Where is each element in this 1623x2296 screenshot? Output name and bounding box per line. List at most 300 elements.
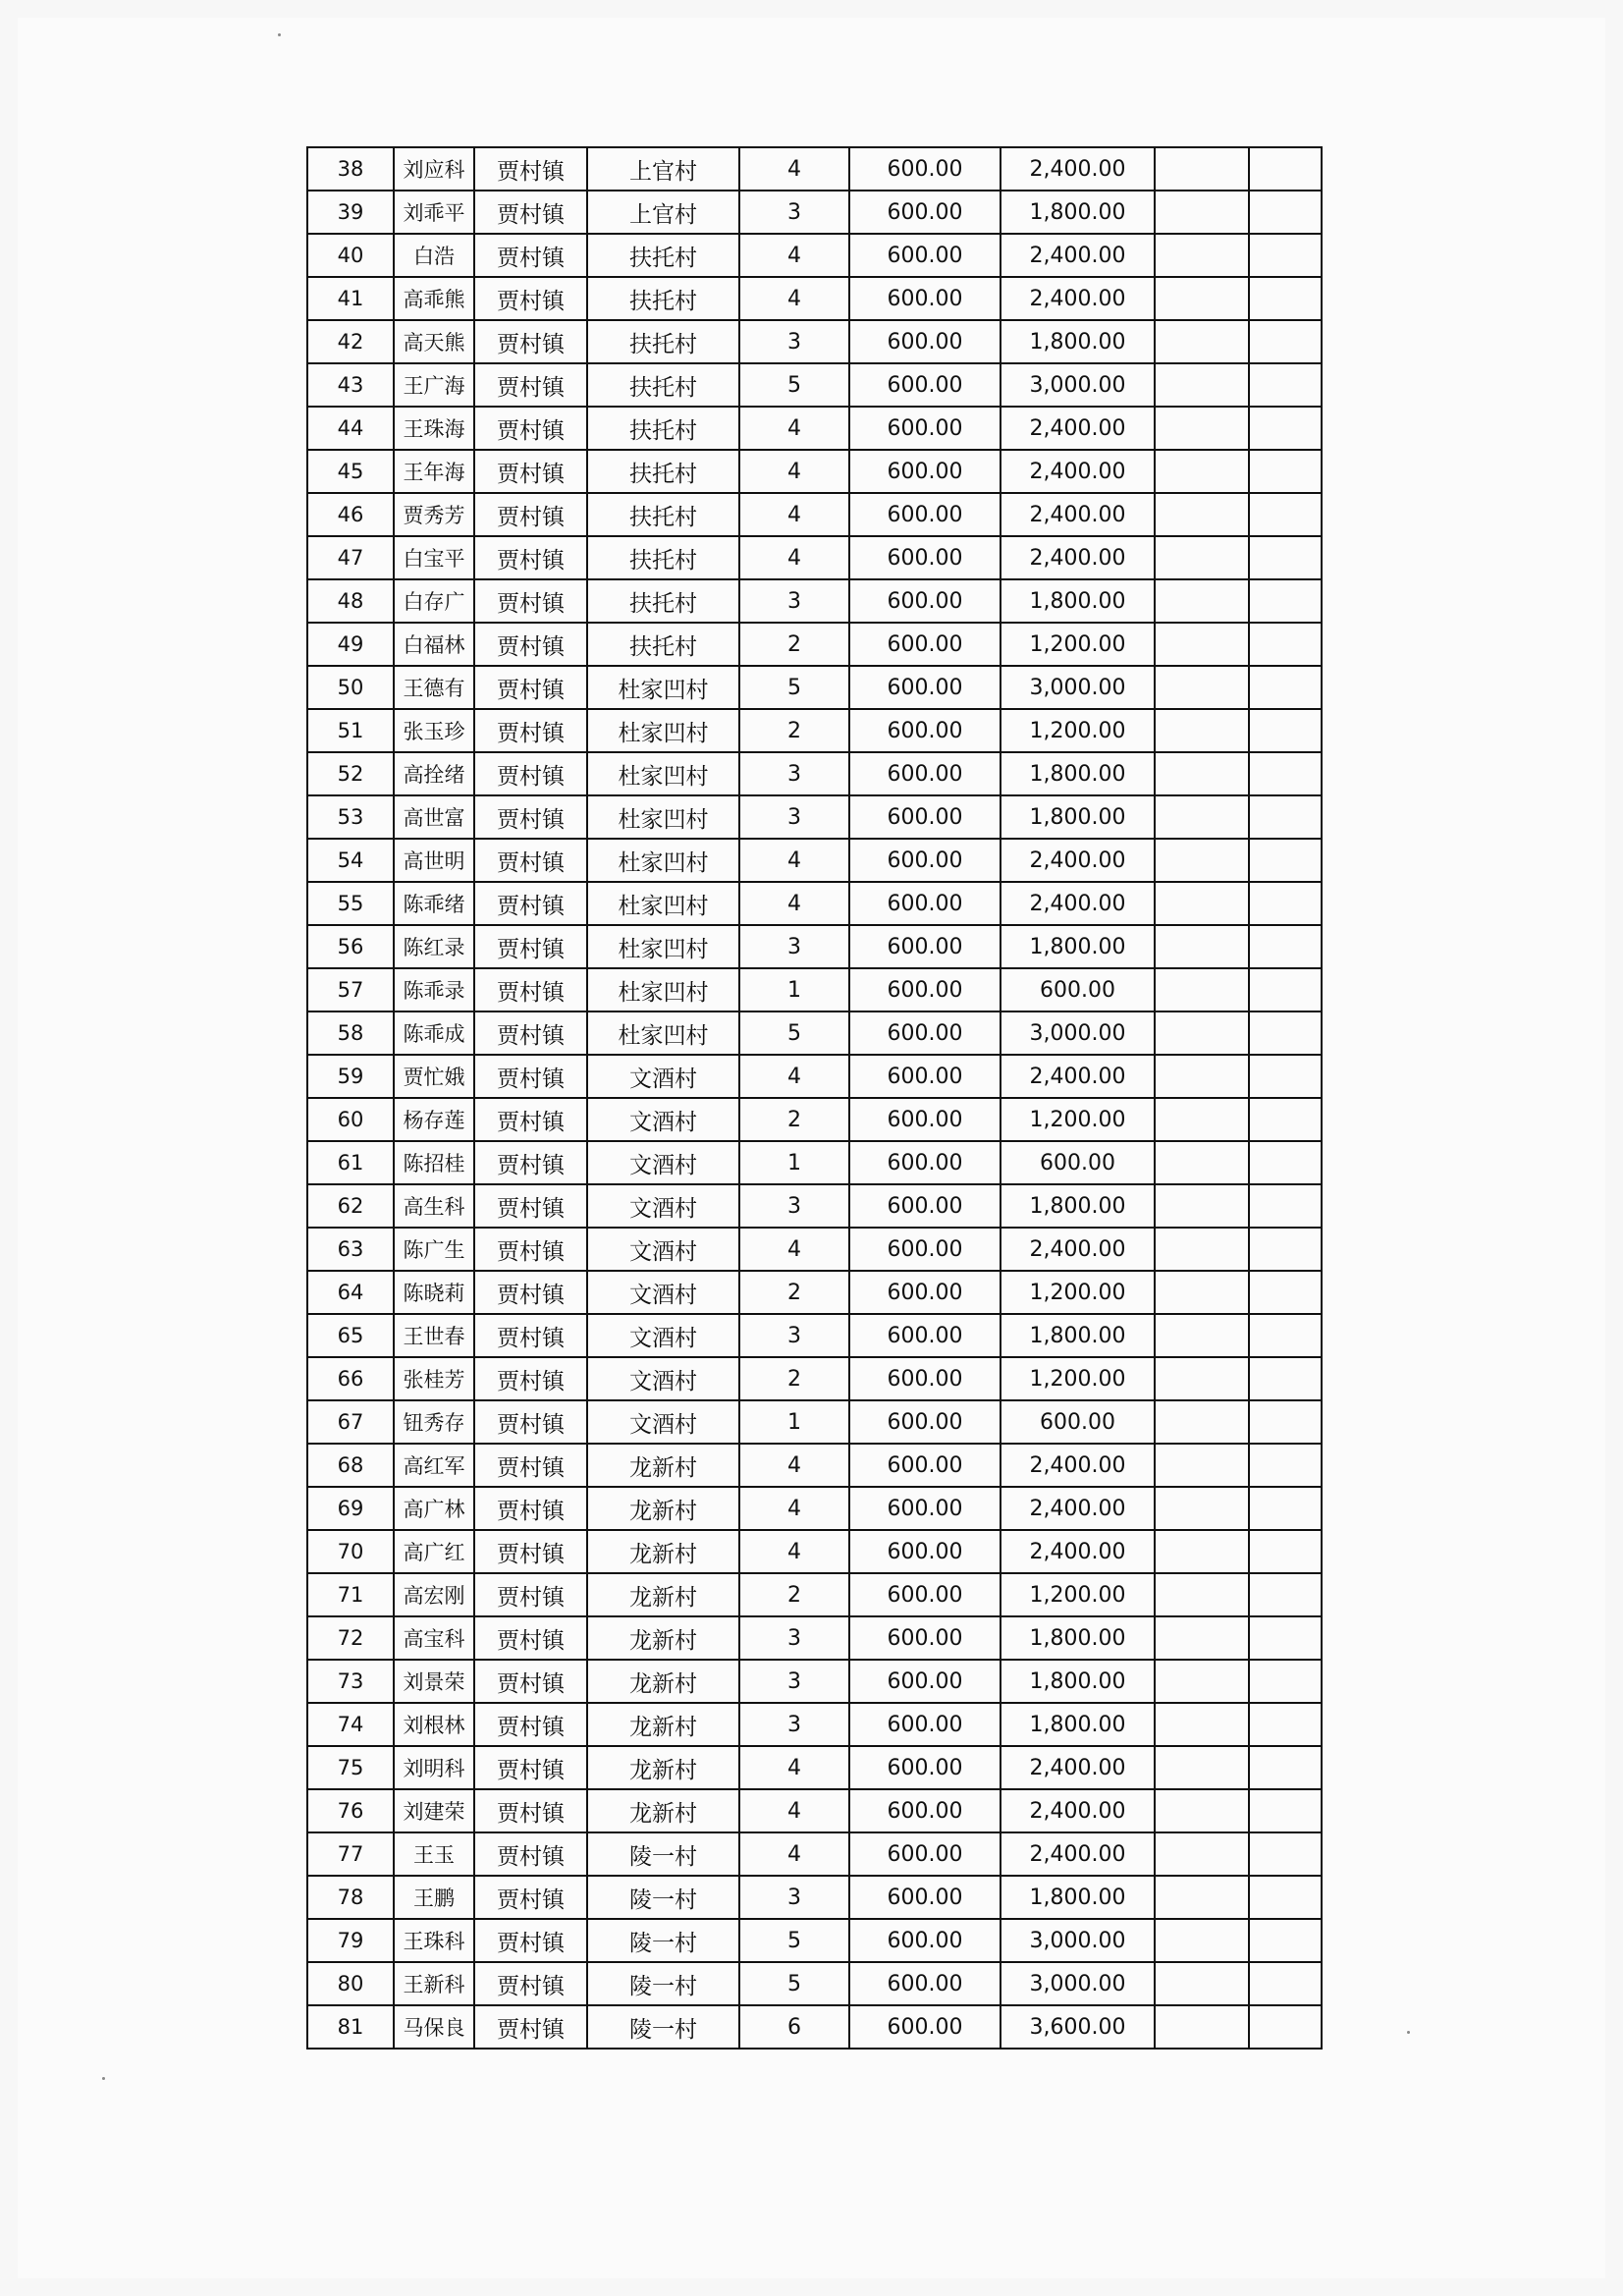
blank-cell: [1155, 968, 1249, 1011]
amount-cell: 2,400.00: [1001, 1055, 1155, 1098]
blank-cell: [1249, 2005, 1322, 2049]
town-cell: 贾村镇: [474, 882, 587, 925]
person-count-cell: 2: [739, 1573, 849, 1616]
table-row: [307, 277, 1322, 320]
beneficiary-table: [306, 146, 1323, 2050]
amount-cell: 3,000.00: [1001, 363, 1155, 407]
standard-cell: 600.00: [849, 1919, 1001, 1962]
town-cell: 贾村镇: [474, 1228, 587, 1271]
amount-cell: 1,800.00: [1001, 1184, 1155, 1228]
town-cell: 贾村镇: [474, 1660, 587, 1703]
village-cell: 杜家凹村: [587, 666, 739, 709]
row-number: 40: [307, 234, 394, 277]
village-cell: 龙新村: [587, 1444, 739, 1487]
blank-cell: [1249, 1141, 1322, 1184]
name-cell: 白福林: [394, 623, 474, 666]
blank-cell: [1249, 839, 1322, 882]
village-cell: 龙新村: [587, 1660, 739, 1703]
blank-cell: [1249, 363, 1322, 407]
town-cell: 贾村镇: [474, 363, 587, 407]
standard-cell: 600.00: [849, 147, 1001, 191]
blank-cell: [1155, 147, 1249, 191]
village-cell: 扶托村: [587, 450, 739, 493]
row-number: 53: [307, 795, 394, 839]
village-cell: 文酒村: [587, 1055, 739, 1098]
blank-cell: [1249, 1919, 1322, 1962]
town-cell: 贾村镇: [474, 1530, 587, 1573]
person-count-cell: 2: [739, 1271, 849, 1314]
blank-cell: [1249, 1357, 1322, 1400]
town-cell: 贾村镇: [474, 1098, 587, 1141]
town-cell: 贾村镇: [474, 839, 587, 882]
person-count-cell: 6: [739, 2005, 849, 2049]
person-count-cell: 4: [739, 882, 849, 925]
village-cell: 陵一村: [587, 1919, 739, 1962]
blank-cell: [1155, 1530, 1249, 1573]
person-count-cell: 4: [739, 1487, 849, 1530]
beneficiary-table-body: [307, 147, 1322, 2049]
village-cell: 扶托村: [587, 363, 739, 407]
amount-cell: 2,400.00: [1001, 450, 1155, 493]
blank-cell: [1155, 1184, 1249, 1228]
standard-cell: 600.00: [849, 1746, 1001, 1789]
name-cell: 刘乖平: [394, 191, 474, 234]
village-cell: 上官村: [587, 191, 739, 234]
table-row: [307, 407, 1322, 450]
village-cell: 文酒村: [587, 1357, 739, 1400]
person-count-cell: 4: [739, 1228, 849, 1271]
row-number: 60: [307, 1098, 394, 1141]
standard-cell: 600.00: [849, 882, 1001, 925]
blank-cell: [1249, 536, 1322, 579]
person-count-cell: 3: [739, 795, 849, 839]
row-number: 65: [307, 1314, 394, 1357]
table-row: [307, 968, 1322, 1011]
town-cell: 贾村镇: [474, 579, 587, 623]
village-cell: 龙新村: [587, 1487, 739, 1530]
blank-cell: [1155, 1400, 1249, 1444]
name-cell: 高广林: [394, 1487, 474, 1530]
standard-cell: 600.00: [849, 1703, 1001, 1746]
village-cell: 杜家凹村: [587, 709, 739, 752]
person-count-cell: 3: [739, 1660, 849, 1703]
row-number: 42: [307, 320, 394, 363]
person-count-cell: 2: [739, 1098, 849, 1141]
standard-cell: 600.00: [849, 1314, 1001, 1357]
village-cell: 文酒村: [587, 1228, 739, 1271]
amount-cell: 2,400.00: [1001, 1530, 1155, 1573]
amount-cell: 600.00: [1001, 1141, 1155, 1184]
standard-cell: 600.00: [849, 363, 1001, 407]
person-count-cell: 3: [739, 1616, 849, 1660]
blank-cell: [1155, 1444, 1249, 1487]
blank-cell: [1249, 1789, 1322, 1832]
amount-cell: 600.00: [1001, 1400, 1155, 1444]
row-number: 50: [307, 666, 394, 709]
row-number: 66: [307, 1357, 394, 1400]
blank-cell: [1155, 1357, 1249, 1400]
name-cell: 陈广生: [394, 1228, 474, 1271]
table-row: [307, 2005, 1322, 2049]
row-number: 79: [307, 1919, 394, 1962]
table-row: [307, 450, 1322, 493]
standard-cell: 600.00: [849, 968, 1001, 1011]
name-cell: 高宝科: [394, 1616, 474, 1660]
standard-cell: 600.00: [849, 1228, 1001, 1271]
blank-cell: [1249, 1098, 1322, 1141]
table-row: [307, 1011, 1322, 1055]
row-number: 52: [307, 752, 394, 795]
table-row: [307, 925, 1322, 968]
name-cell: 王年海: [394, 450, 474, 493]
person-count-cell: 4: [739, 839, 849, 882]
person-count-cell: 4: [739, 493, 849, 536]
table-row: [307, 882, 1322, 925]
blank-cell: [1155, 450, 1249, 493]
person-count-cell: 4: [739, 1832, 849, 1876]
person-count-cell: 1: [739, 968, 849, 1011]
blank-cell: [1155, 666, 1249, 709]
row-number: 69: [307, 1487, 394, 1530]
blank-cell: [1155, 1962, 1249, 2005]
village-cell: 杜家凹村: [587, 882, 739, 925]
standard-cell: 600.00: [849, 536, 1001, 579]
town-cell: 贾村镇: [474, 1271, 587, 1314]
person-count-cell: 3: [739, 320, 849, 363]
town-cell: 贾村镇: [474, 709, 587, 752]
village-cell: 扶托村: [587, 623, 739, 666]
name-cell: 王新科: [394, 1962, 474, 2005]
name-cell: 高红军: [394, 1444, 474, 1487]
name-cell: 贾秀芳: [394, 493, 474, 536]
person-count-cell: 3: [739, 1314, 849, 1357]
blank-cell: [1249, 1832, 1322, 1876]
blank-cell: [1155, 1660, 1249, 1703]
row-number: 75: [307, 1746, 394, 1789]
row-number: 43: [307, 363, 394, 407]
village-cell: 扶托村: [587, 407, 739, 450]
amount-cell: 3,000.00: [1001, 1011, 1155, 1055]
name-cell: 张玉珍: [394, 709, 474, 752]
person-count-cell: 4: [739, 277, 849, 320]
table-row: [307, 1703, 1322, 1746]
amount-cell: 1,800.00: [1001, 1314, 1155, 1357]
table-row: [307, 1919, 1322, 1962]
blank-cell: [1249, 1011, 1322, 1055]
town-cell: 贾村镇: [474, 1789, 587, 1832]
town-cell: 贾村镇: [474, 1919, 587, 1962]
blank-cell: [1155, 623, 1249, 666]
standard-cell: 600.00: [849, 1400, 1001, 1444]
amount-cell: 2,400.00: [1001, 234, 1155, 277]
row-number: 41: [307, 277, 394, 320]
standard-cell: 600.00: [849, 493, 1001, 536]
name-cell: 白浩: [394, 234, 474, 277]
scan-speck: [102, 2077, 105, 2080]
blank-cell: [1155, 795, 1249, 839]
name-cell: 王德有: [394, 666, 474, 709]
table-row: [307, 1530, 1322, 1573]
name-cell: 张桂芳: [394, 1357, 474, 1400]
name-cell: 刘景荣: [394, 1660, 474, 1703]
town-cell: 贾村镇: [474, 407, 587, 450]
blank-cell: [1155, 363, 1249, 407]
standard-cell: 600.00: [849, 1789, 1001, 1832]
village-cell: 龙新村: [587, 1746, 739, 1789]
amount-cell: 2,400.00: [1001, 493, 1155, 536]
amount-cell: 1,800.00: [1001, 579, 1155, 623]
blank-cell: [1249, 1703, 1322, 1746]
name-cell: 高世明: [394, 839, 474, 882]
standard-cell: 600.00: [849, 1011, 1001, 1055]
village-cell: 文酒村: [587, 1314, 739, 1357]
town-cell: 贾村镇: [474, 1832, 587, 1876]
row-number: 80: [307, 1962, 394, 2005]
blank-cell: [1249, 1271, 1322, 1314]
person-count-cell: 4: [739, 450, 849, 493]
village-cell: 龙新村: [587, 1530, 739, 1573]
table-row: [307, 795, 1322, 839]
row-number: 73: [307, 1660, 394, 1703]
village-cell: 龙新村: [587, 1703, 739, 1746]
table-row: [307, 1573, 1322, 1616]
town-cell: 贾村镇: [474, 277, 587, 320]
blank-cell: [1155, 277, 1249, 320]
town-cell: 贾村镇: [474, 1141, 587, 1184]
blank-cell: [1249, 493, 1322, 536]
standard-cell: 600.00: [849, 320, 1001, 363]
blank-cell: [1155, 1011, 1249, 1055]
name-cell: 杨存莲: [394, 1098, 474, 1141]
standard-cell: 600.00: [849, 277, 1001, 320]
name-cell: 高天熊: [394, 320, 474, 363]
amount-cell: 2,400.00: [1001, 1487, 1155, 1530]
village-cell: 文酒村: [587, 1098, 739, 1141]
town-cell: 贾村镇: [474, 752, 587, 795]
row-number: 45: [307, 450, 394, 493]
village-cell: 陵一村: [587, 2005, 739, 2049]
blank-cell: [1155, 752, 1249, 795]
blank-cell: [1155, 882, 1249, 925]
blank-cell: [1155, 407, 1249, 450]
standard-cell: 600.00: [849, 1184, 1001, 1228]
village-cell: 杜家凹村: [587, 839, 739, 882]
amount-cell: 1,200.00: [1001, 623, 1155, 666]
town-cell: 贾村镇: [474, 320, 587, 363]
amount-cell: 3,600.00: [1001, 2005, 1155, 2049]
table-row: [307, 363, 1322, 407]
person-count-cell: 1: [739, 1141, 849, 1184]
table-row: [307, 1789, 1322, 1832]
blank-cell: [1249, 1573, 1322, 1616]
amount-cell: 3,000.00: [1001, 1962, 1155, 2005]
table-row: [307, 1314, 1322, 1357]
name-cell: 刘明科: [394, 1746, 474, 1789]
town-cell: 贾村镇: [474, 450, 587, 493]
village-cell: 龙新村: [587, 1573, 739, 1616]
standard-cell: 600.00: [849, 407, 1001, 450]
table-row: [307, 709, 1322, 752]
blank-cell: [1249, 407, 1322, 450]
amount-cell: 1,200.00: [1001, 1357, 1155, 1400]
blank-cell: [1249, 752, 1322, 795]
blank-cell: [1155, 1055, 1249, 1098]
blank-cell: [1249, 579, 1322, 623]
table-row: [307, 1962, 1322, 2005]
blank-cell: [1249, 147, 1322, 191]
blank-cell: [1249, 1746, 1322, 1789]
standard-cell: 600.00: [849, 1141, 1001, 1184]
name-cell: 陈红录: [394, 925, 474, 968]
town-cell: 贾村镇: [474, 1876, 587, 1919]
name-cell: 钮秀存: [394, 1400, 474, 1444]
town-cell: 贾村镇: [474, 1400, 587, 1444]
blank-cell: [1155, 1314, 1249, 1357]
person-count-cell: 2: [739, 623, 849, 666]
table-row: [307, 1876, 1322, 1919]
town-cell: 贾村镇: [474, 968, 587, 1011]
standard-cell: 600.00: [849, 1876, 1001, 1919]
table-row: [307, 1616, 1322, 1660]
name-cell: 陈乖绪: [394, 882, 474, 925]
village-cell: 文酒村: [587, 1271, 739, 1314]
name-cell: 白宝平: [394, 536, 474, 579]
name-cell: 陈乖成: [394, 1011, 474, 1055]
name-cell: 刘建荣: [394, 1789, 474, 1832]
blank-cell: [1155, 1746, 1249, 1789]
blank-cell: [1249, 320, 1322, 363]
village-cell: 杜家凹村: [587, 925, 739, 968]
amount-cell: 2,400.00: [1001, 1832, 1155, 1876]
person-count-cell: 4: [739, 536, 849, 579]
standard-cell: 600.00: [849, 234, 1001, 277]
blank-cell: [1249, 1962, 1322, 2005]
person-count-cell: 3: [739, 1184, 849, 1228]
town-cell: 贾村镇: [474, 234, 587, 277]
table-row: [307, 1141, 1322, 1184]
amount-cell: 1,800.00: [1001, 191, 1155, 234]
row-number: 39: [307, 191, 394, 234]
person-count-cell: 3: [739, 1703, 849, 1746]
amount-cell: 1,800.00: [1001, 320, 1155, 363]
person-count-cell: 5: [739, 363, 849, 407]
town-cell: 贾村镇: [474, 925, 587, 968]
blank-cell: [1155, 1789, 1249, 1832]
row-number: 71: [307, 1573, 394, 1616]
standard-cell: 600.00: [849, 623, 1001, 666]
row-number: 38: [307, 147, 394, 191]
village-cell: 龙新村: [587, 1616, 739, 1660]
table-row: [307, 234, 1322, 277]
standard-cell: 600.00: [849, 1487, 1001, 1530]
village-cell: 杜家凹村: [587, 795, 739, 839]
village-cell: 文酒村: [587, 1400, 739, 1444]
standard-cell: 600.00: [849, 1357, 1001, 1400]
town-cell: 贾村镇: [474, 623, 587, 666]
village-cell: 扶托村: [587, 493, 739, 536]
blank-cell: [1249, 709, 1322, 752]
row-number: 54: [307, 839, 394, 882]
table-row: [307, 147, 1322, 191]
table-row: [307, 1098, 1322, 1141]
table-row: [307, 1832, 1322, 1876]
town-cell: 贾村镇: [474, 1616, 587, 1660]
row-number: 51: [307, 709, 394, 752]
town-cell: 贾村镇: [474, 147, 587, 191]
village-cell: 扶托村: [587, 536, 739, 579]
standard-cell: 600.00: [849, 1832, 1001, 1876]
table-row: [307, 623, 1322, 666]
row-number: 44: [307, 407, 394, 450]
blank-cell: [1155, 709, 1249, 752]
blank-cell: [1155, 2005, 1249, 2049]
standard-cell: 600.00: [849, 709, 1001, 752]
town-cell: 贾村镇: [474, 1487, 587, 1530]
blank-cell: [1249, 1055, 1322, 1098]
town-cell: 贾村镇: [474, 191, 587, 234]
blank-cell: [1155, 1141, 1249, 1184]
blank-cell: [1249, 1616, 1322, 1660]
name-cell: 王珠海: [394, 407, 474, 450]
town-cell: 贾村镇: [474, 1746, 587, 1789]
blank-cell: [1249, 191, 1322, 234]
village-cell: 扶托村: [587, 234, 739, 277]
town-cell: 贾村镇: [474, 1314, 587, 1357]
blank-cell: [1249, 1487, 1322, 1530]
table-row: [307, 320, 1322, 363]
amount-cell: 1,200.00: [1001, 709, 1155, 752]
table-row: [307, 1444, 1322, 1487]
blank-cell: [1155, 839, 1249, 882]
row-number: 76: [307, 1789, 394, 1832]
table-row: [307, 1746, 1322, 1789]
blank-cell: [1155, 493, 1249, 536]
scan-speck: [278, 33, 281, 36]
row-number: 61: [307, 1141, 394, 1184]
blank-cell: [1249, 1184, 1322, 1228]
standard-cell: 600.00: [849, 752, 1001, 795]
blank-cell: [1249, 1530, 1322, 1573]
person-count-cell: 5: [739, 1011, 849, 1055]
standard-cell: 600.00: [849, 925, 1001, 968]
name-cell: 高拴绪: [394, 752, 474, 795]
row-number: 74: [307, 1703, 394, 1746]
blank-cell: [1155, 1487, 1249, 1530]
person-count-cell: 4: [739, 1055, 849, 1098]
scan-speck: [1407, 2031, 1410, 2034]
town-cell: 贾村镇: [474, 1573, 587, 1616]
row-number: 77: [307, 1832, 394, 1876]
town-cell: 贾村镇: [474, 1962, 587, 2005]
amount-cell: 3,000.00: [1001, 666, 1155, 709]
person-count-cell: 4: [739, 1746, 849, 1789]
amount-cell: 1,800.00: [1001, 925, 1155, 968]
blank-cell: [1249, 968, 1322, 1011]
person-count-cell: 3: [739, 1876, 849, 1919]
blank-cell: [1249, 1314, 1322, 1357]
amount-cell: 1,200.00: [1001, 1573, 1155, 1616]
person-count-cell: 5: [739, 666, 849, 709]
standard-cell: 600.00: [849, 1616, 1001, 1660]
person-count-cell: 5: [739, 1962, 849, 2005]
row-number: 81: [307, 2005, 394, 2049]
person-count-cell: 3: [739, 579, 849, 623]
standard-cell: 600.00: [849, 450, 1001, 493]
name-cell: 刘根林: [394, 1703, 474, 1746]
blank-cell: [1249, 234, 1322, 277]
standard-cell: 600.00: [849, 1962, 1001, 2005]
amount-cell: 2,400.00: [1001, 1746, 1155, 1789]
